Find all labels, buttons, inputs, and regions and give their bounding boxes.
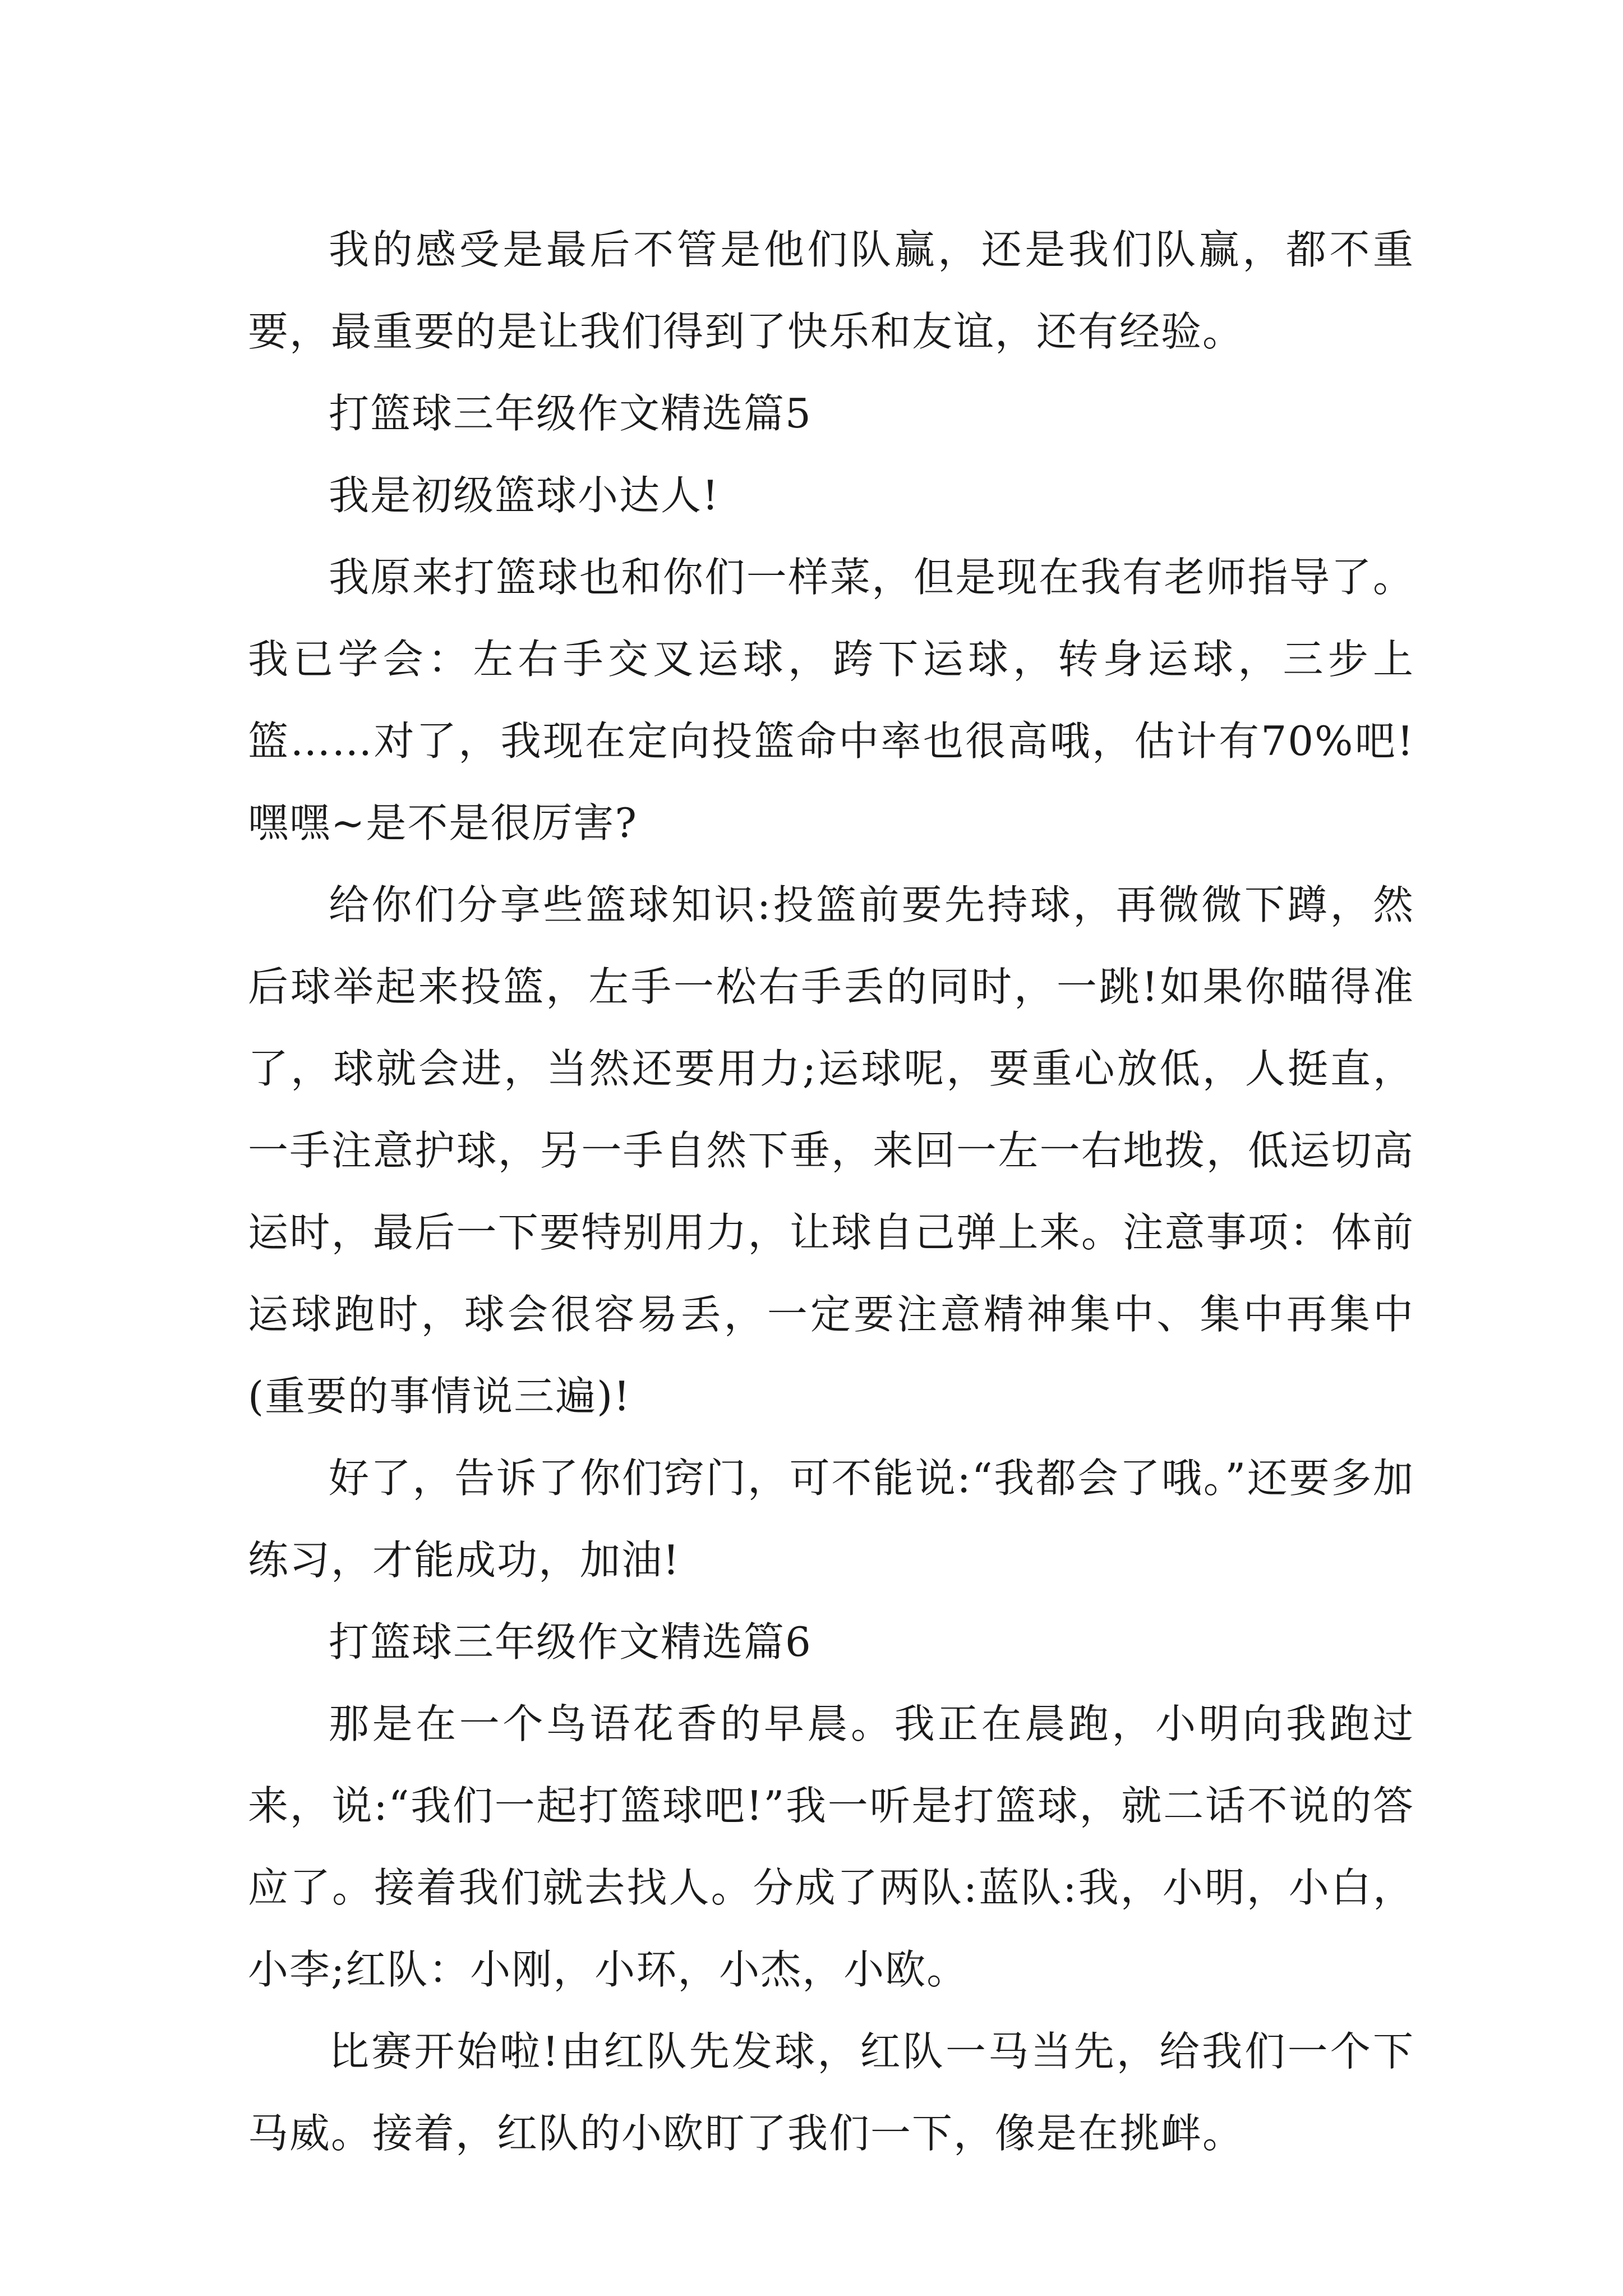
- heading-essay-5: 打篮球三年级作文精选篇5: [329, 390, 812, 437]
- paragraph-feeling: 我的感受是最后不管是他们队赢，还是我们队赢，都不重要，最重要的是让我们得到了快乐和友谊，还有经验。: [248, 226, 1414, 355]
- paragraph-morning: 那是在一个鸟语花香的早晨。我正在晨跑，小明向我跑过来，说:“我们一起打篮球吧!”我一听是打篮球，就二话不说的答应了。接着我们就去找人。分成了两队:蓝队:我，小明，小白，小李;红队：小刚，小环，小杰，小欧。: [248, 1700, 1414, 1993]
- paragraph-intro-5: 我是初级篮球小达人!: [329, 472, 720, 519]
- paragraph-skills: 我原来打篮球也和你们一样菜，但是现在我有老师指导了。我已学会：左右手交叉运球，跨下运球，转身运球，三步上篮……对了，我现在定向投篮命中率也很高哦，估计有70%吧!嘿嘿~是不是很厉害?: [248, 554, 1414, 846]
- heading-essay-6: 打篮球三年级作文精选篇6: [329, 1618, 812, 1665]
- paragraph-practice: 好了，告诉了你们窍门，可不能说:“我都会了哦。”还要多加练习，才能成功，加油!: [248, 1455, 1414, 1584]
- document-body: [248, 209, 1414, 2174]
- paragraph-game-start: 比赛开始啦!由红队先发球，红队一马当先，给我们一个下马威。接着，红队的小欧盯了我们一下，像是在挑衅。: [248, 2028, 1414, 2157]
- paragraph-knowledge: 给你们分享些篮球知识:投篮前要先持球，再微微下蹲，然后球举起来投篮，左手一松右手丢的同时，一跳!如果你瞄得准了，球就会进，当然还要用力;运球呢，要重心放低，人挺直，一手注意护球，另一手自然下垂，来回一左一右地拨，低运切高运时，最后一下要特别用力，让球自己弹上来。注意事项：体前运球跑时，球会很容易丢，一定要注意精神集中、集中再集中(重要的事情说三遍)!: [248, 881, 1414, 1420]
